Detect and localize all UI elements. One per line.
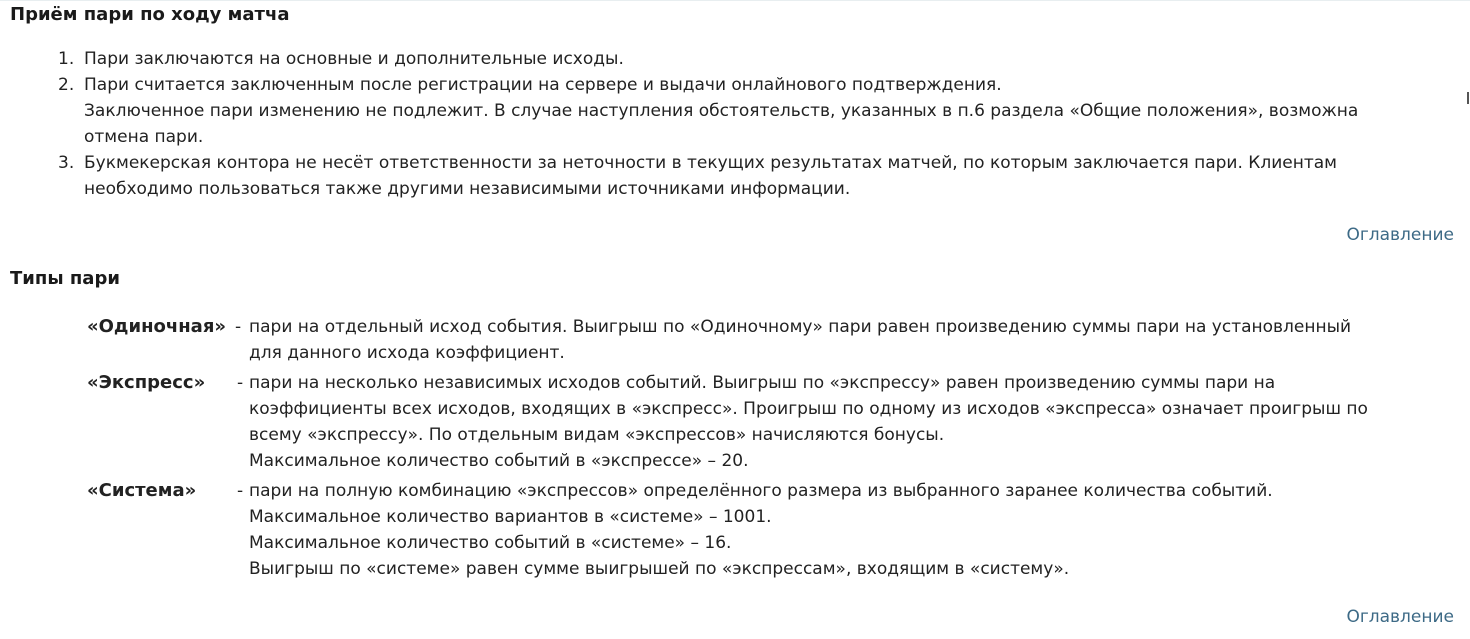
rule-number: 3. bbox=[58, 153, 75, 173]
bet-type-term: «Система» bbox=[87, 480, 197, 501]
section-title-bet-types: Типы пари bbox=[10, 268, 120, 289]
rule-item-2 bbox=[40, 72, 1440, 150]
rule-text-line: Пари считается заключенным после регистрации на сервере и выдачи онлайнового подтверждения. bbox=[84, 75, 1002, 95]
live-betting-rules-list bbox=[40, 46, 1440, 202]
bet-type-express bbox=[87, 370, 1447, 474]
scrollbar-tick[interactable] bbox=[1467, 92, 1469, 104]
rule-text-line: Букмекерская контора не несёт ответственности за неточности в текущих результатах матчей, по которым заключается пари. Клиентам bbox=[84, 153, 1337, 173]
bet-type-text-line: пари на полную комбинацию «экспрессов» определённого размера из выбранного заранее количества событий. bbox=[249, 481, 1273, 501]
rule-item-3 bbox=[40, 150, 1440, 202]
rule-number: 1. bbox=[58, 49, 75, 69]
rule-text-line: Пари заключаются на основные и дополнительные исходы. bbox=[84, 49, 624, 69]
bet-type-term: «Одиночная» bbox=[87, 316, 227, 337]
bet-type-text-line: всему «экспрессу». По отдельным видам «экспрессов» начисляются бонусы. bbox=[249, 425, 945, 445]
bet-type-text-line: для данного исхода коэффициент. bbox=[249, 343, 565, 363]
bet-type-text-line: Максимальное количество вариантов в «системе» – 1001. bbox=[249, 507, 772, 527]
bet-type-description bbox=[249, 314, 1447, 366]
rule-item-1 bbox=[40, 46, 1440, 72]
bet-type-single bbox=[87, 314, 1447, 366]
bet-type-dash: - bbox=[235, 317, 242, 337]
bet-type-text-line: Максимальное количество событий в «системе» – 16. bbox=[249, 533, 732, 553]
bet-type-text-line: пари на отдельный исход события. Выигрыш по «Одиночному» пари равен произведению суммы пари на установленный bbox=[249, 317, 1352, 337]
top-divider bbox=[0, 0, 1470, 1]
rule-text-line: необходимо пользоваться также другими независимыми источниками информации. bbox=[84, 179, 851, 199]
rule-number: 2. bbox=[58, 75, 75, 95]
bet-type-dash: - bbox=[237, 481, 244, 501]
rule-text-line: Заключенное пари изменению не подлежит. В случае наступления обстоятельств, указанных в п.6 раздела «Общие положения», возможна bbox=[84, 101, 1359, 121]
bet-type-dash: - bbox=[237, 373, 244, 393]
rule-text-line: отмена пари. bbox=[84, 127, 204, 147]
section-title-live-betting: Приём пари по ходу матча bbox=[10, 4, 290, 25]
bet-type-text-line: Выигрыш по «системе» равен сумме выигрышей по «экспрессам», входящим в «систему». bbox=[249, 559, 1070, 579]
bet-type-text-line: пари на несколько независимых исходов событий. Выигрыш по «экспрессу» равен произведению суммы пари на bbox=[249, 373, 1276, 393]
bet-type-text-line: Максимальное количество событий в «экспрессе» – 20. bbox=[249, 451, 749, 471]
bet-type-text-line: коэффициенты всех исходов, входящих в «экспресс». Проигрыш по одному из исходов «экспресса» означает проигрыш по bbox=[249, 399, 1368, 419]
table-of-contents-link[interactable]: Оглавление bbox=[1346, 225, 1454, 245]
bet-types-list bbox=[87, 314, 1447, 586]
table-of-contents-link[interactable]: Оглавление bbox=[1346, 607, 1454, 627]
bet-type-system bbox=[87, 478, 1447, 582]
bet-type-term: «Экспресс» bbox=[87, 372, 206, 393]
bet-type-description bbox=[249, 370, 1447, 474]
bet-type-description bbox=[249, 478, 1447, 582]
